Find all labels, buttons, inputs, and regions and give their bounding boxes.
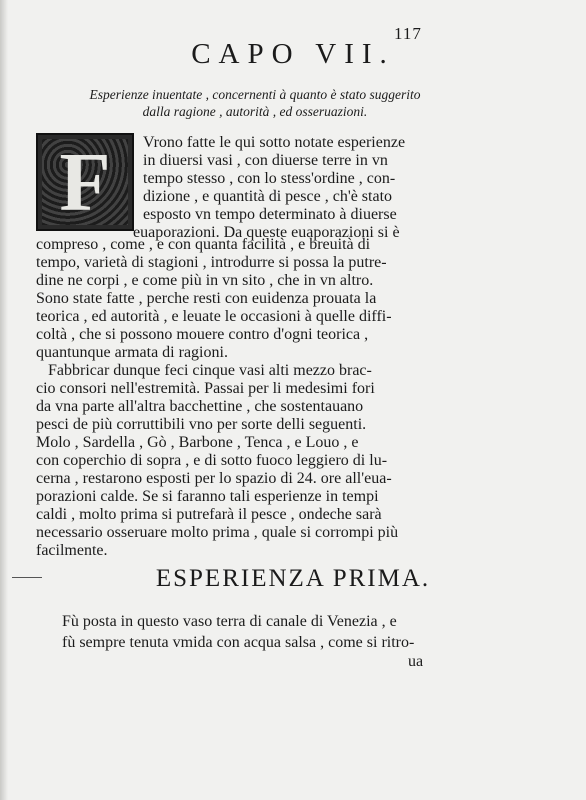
body-line: tempo, varietà di stagioni , introdurre si possa la putre- xyxy=(36,254,387,271)
subtitle-line-1: Esperienze inuentate , concernenti à quanto è stato suggerito xyxy=(89,87,421,102)
body-line: cerna , restarono esposti per lo spazio di 24. ore all'eua- xyxy=(36,470,392,487)
page-number: 117 xyxy=(394,24,422,43)
body-line: dizione , e quantità di pesce , ch'è stato xyxy=(143,188,393,205)
body-line: caldi , molto prima si putrefarà il pesce , ondeche sarà xyxy=(36,506,382,523)
body-line: Fabbricar dunque feci cinque vasi alti mezzo brac- xyxy=(48,362,372,379)
body-line: Molo , Sardella , Gò , Barbone , Tenca , e Louo , e xyxy=(36,434,359,451)
body-line: con coperchio di sopra , e di sotto fuoco leggiero di lu- xyxy=(36,452,388,469)
body-line: in diuersi vasi , con diuerse terre in vn xyxy=(143,152,388,169)
body-line: coltà , che si possono mouere contro d'ogni teorica , xyxy=(36,326,369,343)
body-line: euaporazioni. Da queste euaporazioni si è xyxy=(133,224,400,241)
section-heading: ESPERIENZA PRIMA. xyxy=(155,565,431,592)
chapter-title: CAPO VII. xyxy=(191,38,395,70)
body-line: cio consori nell'estremità. Passai per li medesimi fori xyxy=(36,380,375,397)
body-line: porazioni calde. Se si faranno tali esperienze in tempi xyxy=(36,488,379,505)
body-line: tempo stesso , con lo stess'ordine , con- xyxy=(143,170,396,187)
section-line: Fù posta in questo vaso terra di canale di Venezia , e xyxy=(62,613,397,630)
body-line: compreso , come , e con quanta facilità , e breuità di xyxy=(36,236,371,253)
body-line: quantunque armata di ragioni. xyxy=(36,344,228,361)
chapter-subtitle xyxy=(40,86,470,120)
drop-cap-letter: F xyxy=(59,135,111,229)
body-line: necessario osseruare molto prima , quale si corrompi più xyxy=(36,524,399,541)
ornamental-initial xyxy=(36,133,134,231)
section-line: fù sempre tenuta vmida con acqua salsa , come si ritro- xyxy=(62,634,415,651)
body-line: da vna parte all'altra bacchettine , che sostentauano xyxy=(36,398,364,415)
page-gutter-shadow xyxy=(0,0,8,800)
body-line: teorica , ed autorità , e leuate le occasioni à quelle diffi- xyxy=(36,308,392,325)
body-line: pesci de più corruttibili vno per sorte delli seguenti. xyxy=(36,416,367,433)
subtitle-line-2: dalla ragione , autorità , ed osseruazioni. xyxy=(142,104,368,119)
body-line: Vrono fatte le qui sotto notate esperienze xyxy=(143,134,406,151)
body-line: facilmente. xyxy=(36,542,108,559)
body-line: Sono state fatte , perche resti con euidenza prouata la xyxy=(36,290,377,307)
catchword: ua xyxy=(408,653,424,670)
body-line: dine ne corpi , e come più in vn sito , che in vn altro. xyxy=(36,272,374,289)
body-line: esposto vn tempo determinato à diuerse xyxy=(143,206,397,223)
